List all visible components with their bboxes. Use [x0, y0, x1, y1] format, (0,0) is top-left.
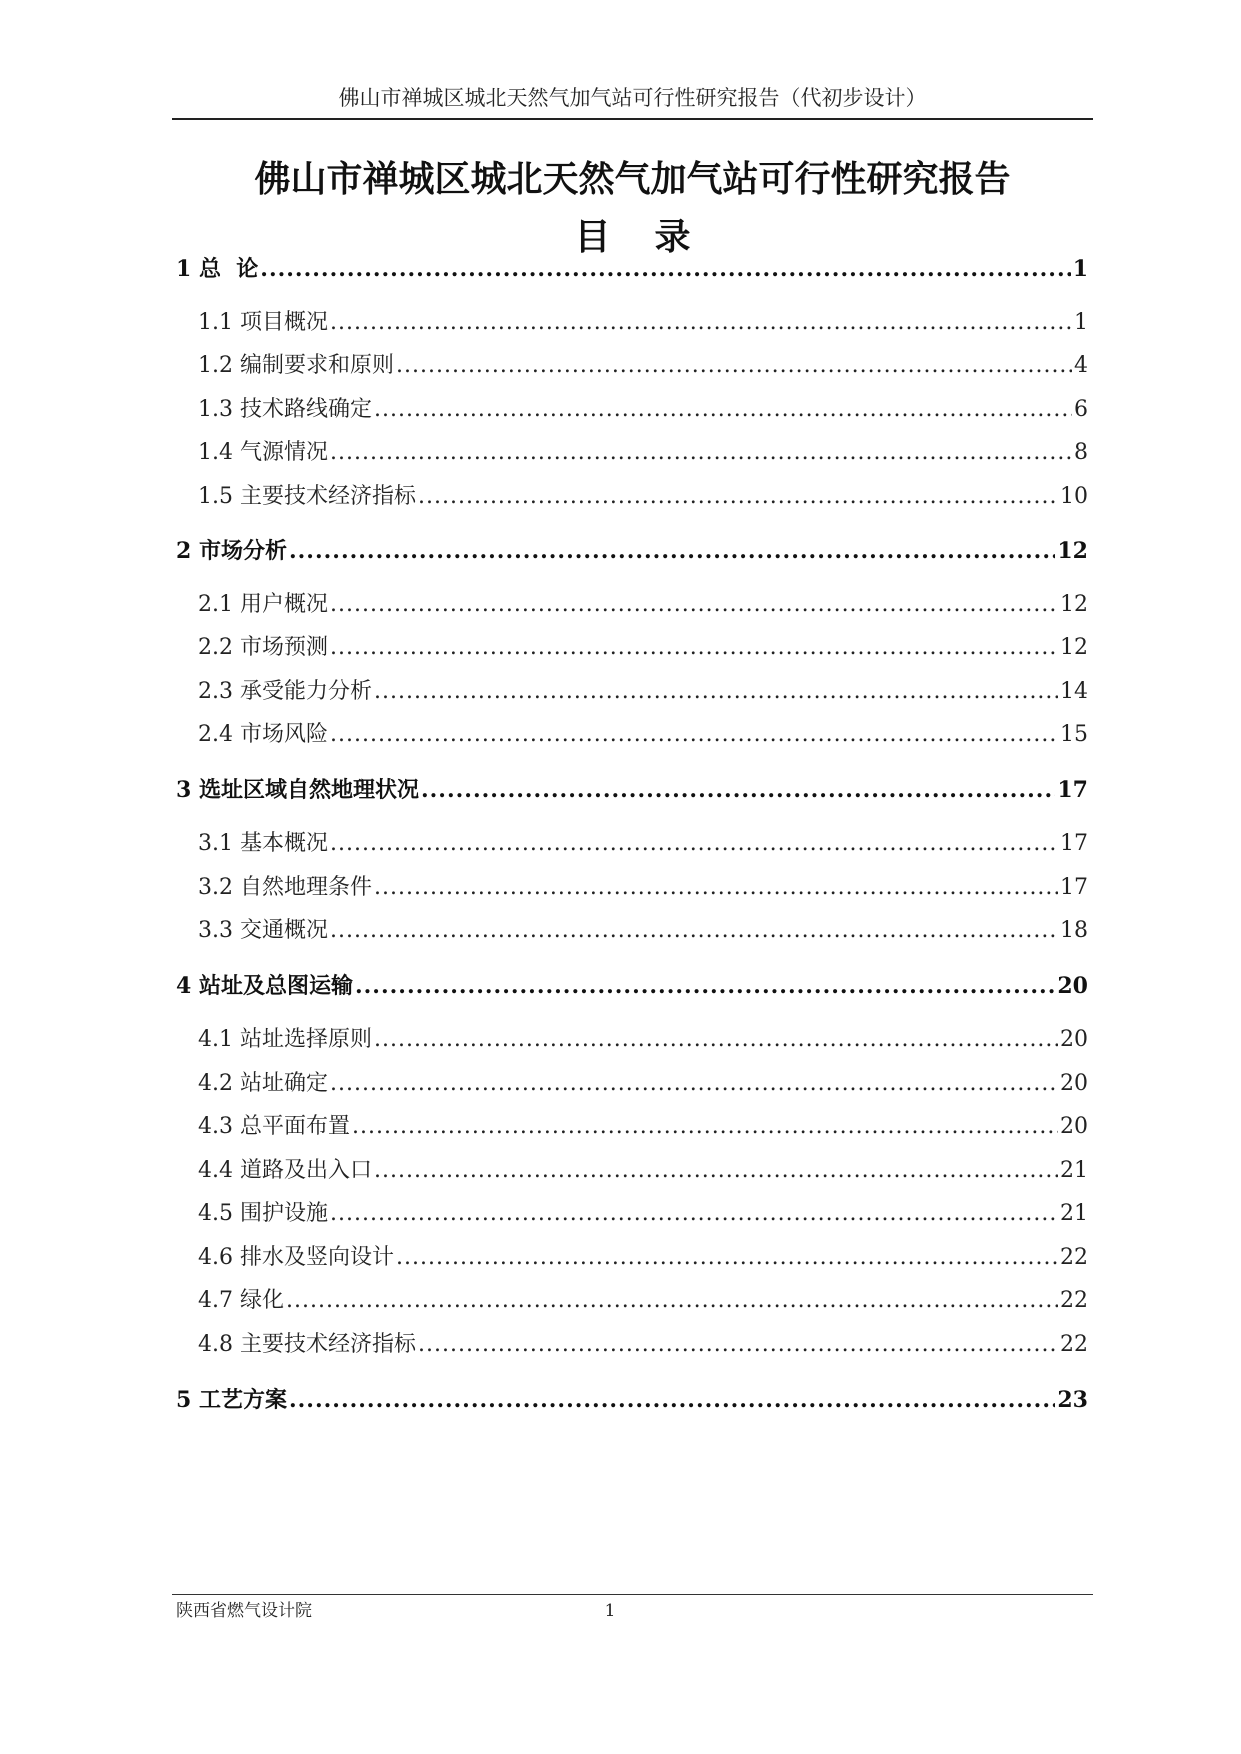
- toc-chapter-entry[interactable]: [176, 774, 1088, 806]
- toc-dot-leader: [374, 872, 1058, 904]
- toc-entry-number: 4.1: [198, 1027, 240, 1052]
- toc-dot-leader: [289, 1384, 1055, 1416]
- toc-entry-number: 4.7: [198, 1288, 240, 1313]
- toc-dot-leader: [421, 774, 1055, 806]
- toc-entry-label: 道路及出入口: [239, 1158, 372, 1183]
- toc-section-entry[interactable]: [198, 828, 1088, 860]
- toc-dot-leader: [330, 1068, 1058, 1100]
- toc-chapter-entry[interactable]: [176, 1384, 1088, 1416]
- toc-section-entry[interactable]: [198, 437, 1088, 469]
- toc-section-entry[interactable]: [198, 1285, 1088, 1317]
- toc-dot-leader: [355, 970, 1055, 1002]
- toc-entry-number: 3.2: [198, 875, 240, 900]
- toc-entry-label: 排水及竖向设计: [239, 1245, 394, 1270]
- toc-entry-page: 21: [1060, 1201, 1088, 1226]
- toc-section-entry[interactable]: [198, 872, 1088, 904]
- toc-entry-page: 15: [1060, 722, 1088, 747]
- toc-entry-page: 22: [1060, 1245, 1088, 1270]
- toc-section-entry[interactable]: [198, 1111, 1088, 1143]
- toc-entry-label: 工艺方案: [198, 1387, 287, 1413]
- toc-section-entry[interactable]: [198, 307, 1088, 339]
- toc-dot-leader: [286, 1285, 1058, 1317]
- toc-dot-leader: [330, 437, 1072, 469]
- toc-section-entry[interactable]: [198, 1068, 1088, 1100]
- toc-entry-label: 总平面布置: [239, 1114, 350, 1139]
- toc-section-entry[interactable]: [198, 1024, 1088, 1056]
- toc-entry-label: 市场预测: [239, 635, 328, 660]
- toc-dot-leader: [330, 719, 1058, 751]
- header-rule: [172, 118, 1093, 120]
- toc-entry-number: 4.5: [198, 1201, 240, 1226]
- toc-dot-leader: [330, 632, 1058, 664]
- toc-entry-page: 20: [1060, 1071, 1088, 1096]
- toc-dot-leader: [330, 915, 1058, 947]
- toc-entry-label: 用户概况: [239, 592, 328, 617]
- toc-section-entry[interactable]: [198, 394, 1088, 426]
- toc-entry-page: 23: [1057, 1387, 1088, 1413]
- toc-section-entry[interactable]: [198, 1155, 1088, 1187]
- toc-dot-leader: [330, 828, 1058, 860]
- toc-section-entry[interactable]: [198, 676, 1088, 708]
- toc-entry-page: 22: [1060, 1288, 1088, 1313]
- toc-entry-number: 5: [176, 1387, 199, 1413]
- footer-organization: 陕西省燃气设计院: [176, 1601, 312, 1621]
- toc-heading: 目录: [574, 216, 735, 258]
- toc-entry-number: 4.6: [198, 1245, 240, 1270]
- toc-entry-page: 12: [1060, 635, 1088, 660]
- toc-entry-number: 1.1: [198, 310, 240, 335]
- toc-entry-label: 总 论: [198, 256, 259, 282]
- toc-entry-number: 4: [176, 973, 199, 999]
- toc-entry-number: 2.4: [198, 722, 240, 747]
- toc-entry-label: 自然地理条件: [239, 875, 372, 900]
- toc-dot-leader: [374, 1155, 1058, 1187]
- toc-entry-number: 4.4: [198, 1158, 240, 1183]
- toc-entry-number: 2.3: [198, 679, 240, 704]
- toc-entry-page: 17: [1060, 875, 1088, 900]
- toc-dot-leader: [374, 676, 1058, 708]
- toc-dot-leader: [374, 394, 1072, 426]
- toc-entry-page: 17: [1060, 831, 1088, 856]
- toc-section-entry[interactable]: [198, 481, 1088, 513]
- toc-section-entry[interactable]: [198, 1198, 1088, 1230]
- toc-entry-label: 基本概况: [239, 831, 328, 856]
- toc-entry-label: 交通概况: [239, 918, 328, 943]
- toc-entry-number: 1.4: [198, 440, 240, 465]
- toc-entry-page: 4: [1074, 353, 1088, 378]
- toc-entry-page: 20: [1057, 973, 1088, 999]
- toc-entry-page: 12: [1060, 592, 1088, 617]
- toc-entry-number: 2: [176, 538, 199, 564]
- toc-entry-label: 主要技术经济指标: [239, 1332, 416, 1357]
- toc-section-entry[interactable]: [198, 915, 1088, 947]
- toc-entry-page: 20: [1060, 1114, 1088, 1139]
- footer-page-number: 1: [604, 1601, 616, 1621]
- toc-dot-leader: [289, 535, 1055, 567]
- toc-entry-number: 1.5: [198, 484, 240, 509]
- toc-section-entry[interactable]: [198, 589, 1088, 621]
- toc-entry-number: 1: [176, 256, 199, 282]
- toc-entry-label: 选址区域自然地理状况: [198, 777, 419, 803]
- toc-dot-leader: [260, 253, 1070, 285]
- toc-dot-leader: [352, 1111, 1058, 1143]
- toc-entry-page: 21: [1060, 1158, 1088, 1183]
- toc-entry-page: 6: [1074, 397, 1088, 422]
- footer-rule: [172, 1594, 1093, 1595]
- toc-chapter-entry[interactable]: [176, 970, 1088, 1002]
- toc-dot-leader: [374, 1024, 1058, 1056]
- toc-entry-page: 10: [1060, 484, 1088, 509]
- toc-entry-label: 绿化: [239, 1288, 284, 1313]
- toc-entry-label: 项目概况: [239, 310, 328, 335]
- toc-entry-label: 站址及总图运输: [198, 973, 353, 999]
- toc-entry-label: 主要技术经济指标: [239, 484, 416, 509]
- toc-entry-page: 1: [1074, 310, 1088, 335]
- toc-entry-page: 14: [1060, 679, 1088, 704]
- toc-section-entry[interactable]: [198, 719, 1088, 751]
- toc-entry-page: 22: [1060, 1332, 1088, 1357]
- toc-chapter-entry[interactable]: [176, 253, 1088, 285]
- toc-entry-label: 气源情况: [239, 440, 328, 465]
- toc-entry-label: 市场分析: [198, 538, 287, 564]
- toc-entry-page: 12: [1057, 538, 1088, 564]
- toc-section-entry[interactable]: [198, 1242, 1088, 1274]
- running-header: 佛山市禅城区城北天然气加气站可行性研究报告（代初步设计）: [338, 86, 927, 110]
- toc-entry-label: 市场风险: [239, 722, 328, 747]
- toc-entry-page: 20: [1060, 1027, 1088, 1052]
- toc-entry-number: 3.3: [198, 918, 240, 943]
- toc-entry-label: 站址选择原则: [239, 1027, 372, 1052]
- toc-entry-number: 4.8: [198, 1332, 240, 1357]
- toc-entry-number: 2.2: [198, 635, 240, 660]
- toc-dot-leader: [330, 589, 1058, 621]
- toc-section-entry[interactable]: [198, 350, 1088, 382]
- toc-entry-number: 1.3: [198, 397, 240, 422]
- toc-entry-page: 18: [1060, 918, 1088, 943]
- toc-entry-page: 1: [1072, 256, 1088, 282]
- toc-entry-number: 1.2: [198, 353, 240, 378]
- toc-entry-label: 技术路线确定: [239, 397, 372, 422]
- toc-dot-leader: [330, 307, 1072, 339]
- toc-entry-label: 站址确定: [239, 1071, 328, 1096]
- toc-dot-leader: [418, 481, 1058, 513]
- toc-entry-number: 3.1: [198, 831, 240, 856]
- toc-entry-label: 承受能力分析: [239, 679, 372, 704]
- toc-entry-number: 2.1: [198, 592, 240, 617]
- toc-dot-leader: [330, 1198, 1058, 1230]
- toc-entry-label: 围护设施: [239, 1201, 328, 1226]
- toc-entry-number: 4.2: [198, 1071, 240, 1096]
- toc-dot-leader: [396, 1242, 1058, 1274]
- toc-entry-page: 17: [1057, 777, 1088, 803]
- toc-dot-leader: [396, 350, 1072, 382]
- toc-chapter-entry[interactable]: [176, 535, 1088, 567]
- document-title: 佛山市禅城区城北天然气加气站可行性研究报告: [254, 158, 1011, 200]
- toc-entry-label: 编制要求和原则: [239, 353, 394, 378]
- toc-section-entry[interactable]: [198, 1329, 1088, 1361]
- toc-entry-number: 4.3: [198, 1114, 240, 1139]
- toc-entry-page: 8: [1074, 440, 1088, 465]
- toc-entry-number: 3: [176, 777, 199, 803]
- toc-dot-leader: [418, 1329, 1058, 1361]
- toc-section-entry[interactable]: [198, 632, 1088, 664]
